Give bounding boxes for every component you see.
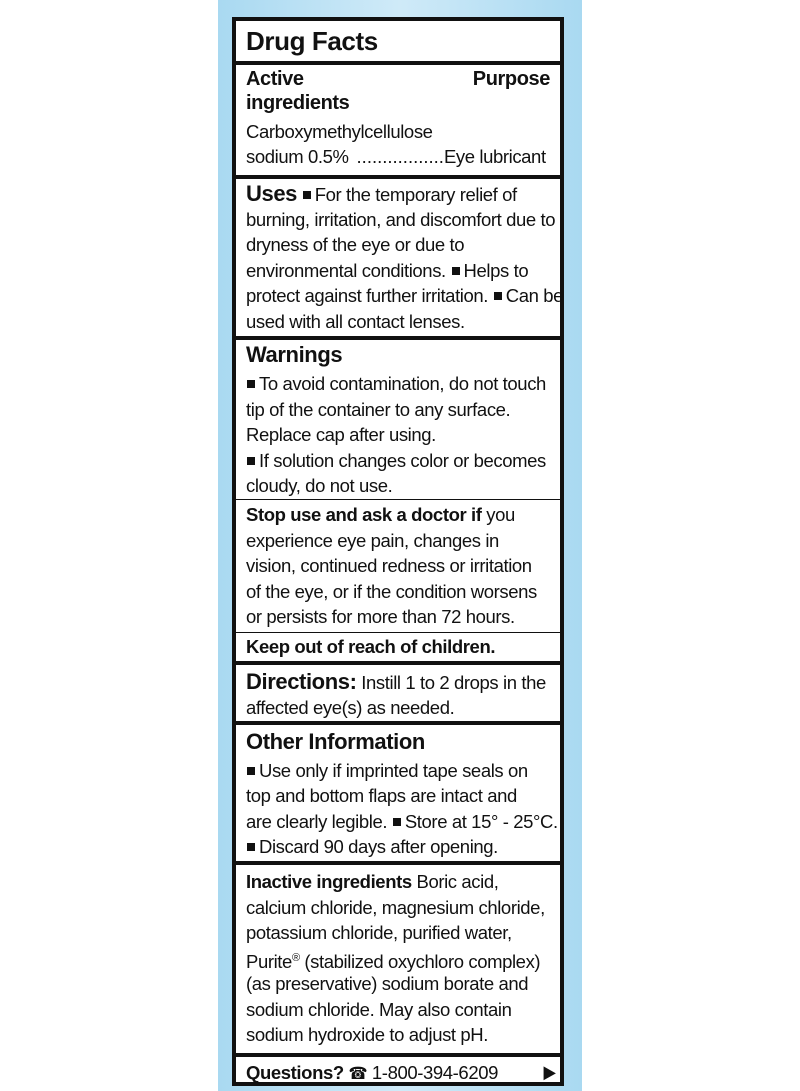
warnings-section: [236, 336, 560, 518]
inactive-ingredients-section: [236, 861, 560, 1053]
keep-out-text: Keep out of reach of children.: [246, 636, 496, 657]
directions-text: Instill 1 to 2 drops in the: [361, 672, 546, 693]
other-line-1: [246, 758, 550, 784]
uses-section: [236, 175, 564, 355]
inactive-line-7: sodium hydroxide to adjust pH.: [246, 1024, 488, 1045]
questions-label: Questions?: [246, 1062, 344, 1083]
bullet-icon: [452, 267, 460, 275]
ingredient-name: Carboxymethylcellulose: [246, 121, 433, 142]
leader-dots: .................: [356, 146, 444, 167]
warnings-text: To avoid contamination, do not touch: [259, 373, 546, 394]
warnings-text: If solution changes color or becomes: [259, 450, 546, 471]
stop-use-heading: Stop use and ask a doctor if: [246, 504, 482, 525]
purpose-heading: Purpose: [472, 68, 550, 90]
stop-use-line-1: [246, 502, 550, 528]
active-ingredients-section: [236, 61, 560, 175]
warnings-heading: Warnings: [246, 342, 343, 367]
inactive-text: Boric acid,: [416, 871, 499, 892]
inactive-text: Purite: [246, 951, 292, 973]
directions-heading: Directions:: [246, 669, 357, 694]
uses-text: environmental conditions.: [246, 260, 446, 281]
inactive-line-5: (as preservative) sodium borate and: [246, 973, 529, 994]
bullet-icon: [393, 818, 401, 826]
inactive-line-1: [246, 869, 550, 895]
warnings-line-1: [246, 371, 550, 397]
warnings-line-4: [246, 448, 550, 474]
stop-use-line-4: of the eye, or if the condition worsens: [246, 581, 537, 602]
inactive-line-6: sodium chloride. May also contain: [246, 999, 512, 1020]
other-information-heading: Other Information: [246, 729, 425, 754]
uses-text: Can be: [505, 285, 564, 306]
uses-line-1: [246, 181, 550, 208]
other-text: Store at 15° - 25°C.: [404, 811, 558, 832]
uses-text: For the temporary relief of: [314, 184, 517, 205]
bullet-icon: [247, 380, 255, 388]
uses-text: protect against further irritation.: [246, 285, 489, 306]
bullet-icon: [247, 843, 255, 851]
bullet-icon: [247, 457, 255, 465]
directions-section: [236, 661, 560, 723]
warnings-line-2: tip of the container to any surface.: [246, 399, 511, 420]
questions-section: [236, 1053, 560, 1086]
keep-out-section: [236, 632, 560, 662]
ingredient-strength: sodium 0.5%: [246, 146, 349, 167]
other-text: are clearly legible.: [246, 811, 388, 832]
stop-use-line-3: vision, continued redness or irritation: [246, 555, 532, 576]
other-text: Use only if imprinted tape seals on: [259, 760, 528, 781]
bullet-icon: [247, 767, 255, 775]
uses-line-2: burning, irritation, and discomfort due to: [246, 209, 556, 230]
inactive-line-2: calcium chloride, magnesium chloride,: [246, 897, 545, 918]
other-line-2: top and bottom flaps are intact and: [246, 785, 517, 806]
stop-use-section: [236, 499, 560, 632]
registered-mark: ®: [291, 952, 300, 964]
inactive-text: (stabilized oxychloro complex): [299, 951, 541, 973]
other-information-section: [236, 721, 560, 863]
play-arrow-icon: ▶: [543, 1062, 556, 1083]
stop-use-line-5: or persists for more than 72 hours.: [246, 606, 515, 627]
other-text: Discard 90 days after opening.: [259, 836, 498, 857]
stop-use-line-2: experience eye pain, changes in: [246, 530, 499, 551]
ingredient-purpose: Eye lubricant: [443, 146, 546, 167]
uses-heading: Uses: [246, 181, 297, 206]
inactive-line-3: potassium chloride, purified water,: [246, 922, 512, 943]
questions-row: [246, 1059, 550, 1088]
other-line-3: [246, 809, 558, 835]
warnings-line-5: cloudy, do not use.: [246, 475, 393, 496]
bullet-icon: [303, 191, 311, 199]
inactive-heading: Inactive ingredients: [246, 871, 412, 892]
ingredient-strength-row: [246, 144, 550, 170]
other-line-4: [246, 834, 550, 860]
uses-line-4: [246, 258, 550, 284]
directions-line-2: affected eye(s) as needed.: [246, 697, 455, 718]
phone-number[interactable]: 1-800-394-6209: [371, 1062, 498, 1083]
uses-line-3: dryness of the eye or due to: [246, 234, 465, 255]
uses-line-5: [246, 283, 564, 309]
active-heading: Active: [246, 68, 304, 90]
directions-line-1: [246, 669, 550, 696]
uses-line-6: used with all contact lenses.: [246, 311, 465, 332]
drug-facts-panel: [232, 17, 564, 1086]
ingredients-heading: ingredients: [246, 92, 350, 114]
phone-icon: ☎: [348, 1064, 368, 1084]
stop-use-text: you: [486, 504, 515, 525]
bullet-icon: [494, 292, 502, 300]
uses-text: Helps to: [463, 260, 529, 281]
warnings-line-3: Replace cap after using.: [246, 424, 436, 445]
drug-facts-title: Drug Facts: [246, 26, 378, 56]
